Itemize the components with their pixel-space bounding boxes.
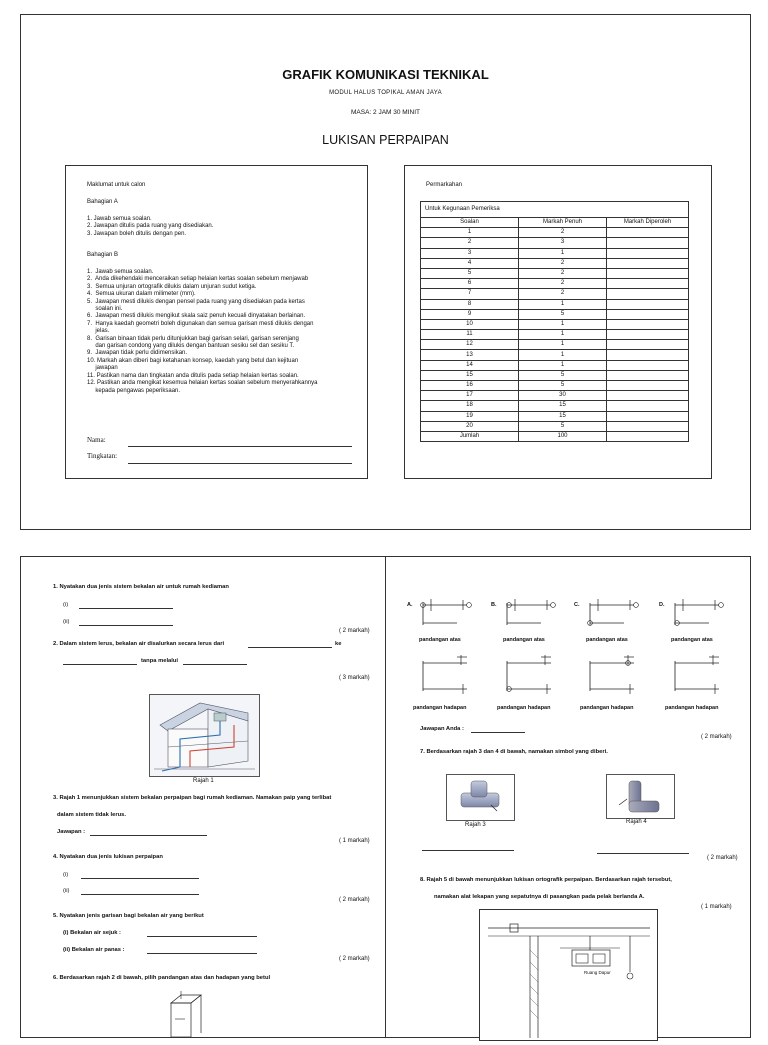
cell-question: 19 (421, 411, 519, 421)
question-4: 4. Nyatakan dua jenis lukisan perpaipan (53, 854, 163, 860)
cell-question: 8 (421, 299, 519, 309)
form-field-line[interactable] (128, 463, 352, 464)
figure-1-caption: Rajah 1 (193, 778, 214, 784)
cell-question: 6 (421, 279, 519, 289)
module-subtitle: MODUL HALUS TOPIKAL AMAN JAYA (329, 90, 442, 96)
option-label[interactable]: C. (574, 602, 580, 608)
cell-total-label: Jumlah (421, 431, 519, 441)
q5-hot-water-label: (ii) Bekalan air panas : (63, 947, 125, 953)
question-3: 3. Rajah 1 menunjukkan sistem bekalan perpaipan bagi rumah kediaman. Namakan paip yang terlibat (53, 795, 332, 801)
question-2: 2. Dalam sistem lerus, bekalan air disalurkan secara lerus dari (53, 641, 225, 647)
cell-marks-obtained[interactable] (607, 238, 689, 248)
section-b-item: 11. Pastikan nama dan tingkatan anda ditulis pada setiap helaian kertas soalan. (87, 372, 299, 379)
cell-marks-obtained[interactable] (607, 401, 689, 411)
cell-full-marks: 2 (519, 289, 607, 299)
q7-answer-4[interactable] (597, 853, 689, 854)
table-row (421, 279, 689, 289)
section-a-item: 1. Jawab semua soalan. (87, 216, 152, 222)
section-b-item: 8. Garisan binaan tidak perlu ditunjukkan bagi garisan selari, garisan serenjang (87, 335, 299, 342)
option-top-view-symbol (501, 595, 559, 629)
table-row (421, 268, 689, 278)
option-front-view-label: pandangan hadapan (665, 705, 719, 711)
table-row (421, 411, 689, 421)
section-b-item: 6. Jawapan mesti dilukis mengikut skala saiz penuh kecuali dinyatakan berlainan. (87, 313, 306, 320)
table-row (421, 299, 689, 309)
cell-question: 16 (421, 381, 519, 391)
section-b-item: 10. Markah akan diberi bagi ketahanan konsep, kaedah yang betul dan kejituan (87, 357, 299, 364)
section-b-item: kepada pengawas peperiksaan. (87, 387, 181, 394)
cell-marks-obtained[interactable] (607, 279, 689, 289)
q2-answer-without[interactable] (183, 664, 247, 665)
q4-marks: ( 2 markah) (339, 897, 370, 903)
cell-marks-obtained[interactable] (607, 330, 689, 340)
cell-total-value: 100 (519, 431, 607, 441)
cell-question: 3 (421, 248, 519, 258)
cell-full-marks: 1 (519, 330, 607, 340)
q1-answer-i[interactable] (79, 608, 173, 609)
cell-marks-obtained[interactable] (607, 421, 689, 431)
option-front-view-symbol (501, 651, 559, 695)
cell-question: 10 (421, 319, 519, 329)
figure-4-pipe-fitting (606, 774, 675, 819)
option-label[interactable]: A. (407, 602, 413, 608)
cell-full-marks: 5 (519, 370, 607, 380)
option-top-view-symbol (669, 595, 727, 629)
section-b-item: dan garisan condong yang dilukis dengan bantuan sesiku sel dan sesiku T. (87, 343, 295, 350)
table-header-row (421, 218, 689, 228)
cell-question: 9 (421, 309, 519, 319)
figure-3-caption: Rajah 3 (465, 822, 486, 828)
cell-question: 7 (421, 289, 519, 299)
cell-marks-obtained[interactable] (607, 299, 689, 309)
table-row (421, 340, 689, 350)
header-marks-obtained: Markah Diperoleh (607, 218, 689, 228)
q4-answer-i[interactable] (81, 878, 199, 879)
cell-full-marks: 2 (519, 258, 607, 268)
table-row (421, 289, 689, 299)
section-b-item: 5. Jawapan mesti dilukis dengan pensel pada ruang yang disediakan pada kertas (87, 298, 305, 305)
q7-marks: ( 2 markah) (707, 855, 738, 861)
examiner-use-header: Untuk Kegunaan Pemeriksa (420, 201, 689, 217)
cell-marks-obtained[interactable] (607, 268, 689, 278)
cell-marks-obtained[interactable] (607, 340, 689, 350)
option-top-view-symbol (584, 595, 642, 629)
option-top-view-label: pandangan atas (419, 637, 461, 643)
question-5: 5. Nyatakan jenis garisan bagi bekalan air yang berikut (53, 913, 204, 919)
q2-to-label: ke (335, 641, 342, 647)
q8-marks: ( 1 markah) (701, 904, 732, 910)
question-6: 6. Berdasarkan rajah 2 di bawah, pilih pandangan atas dan hadapan yang betul (53, 975, 271, 981)
q1-item-ii-label: (ii) (63, 619, 70, 625)
cell-question: 4 (421, 258, 519, 268)
table-row (421, 330, 689, 340)
cell-marks-obtained[interactable] (607, 289, 689, 299)
cell-full-marks: 15 (519, 401, 607, 411)
column-divider (385, 557, 386, 1037)
cell-full-marks: 15 (519, 411, 607, 421)
q7-answer-3[interactable] (422, 850, 514, 851)
cell-question: 1 (421, 228, 519, 238)
section-a-heading: Bahagian A (87, 199, 118, 205)
figure-3-pipe-fitting (446, 774, 515, 821)
cell-full-marks: 5 (519, 381, 607, 391)
cell-total-obtained[interactable] (607, 431, 689, 441)
figure-4-caption: Rajah 4 (626, 819, 647, 825)
figure-1-house-plumbing (149, 694, 260, 777)
total-row (421, 431, 689, 441)
cell-full-marks: 1 (519, 350, 607, 360)
topic-title: LUKISAN PERPAIPAN (322, 133, 449, 147)
table-row (421, 350, 689, 360)
cell-question: 14 (421, 360, 519, 370)
cell-question: 15 (421, 370, 519, 380)
q4-item-ii-label: (ii) (63, 888, 70, 894)
section-b-item: 12. Pastikan anda mengikat kesemua helaian kertas soalan sebelum menyerahkannya (87, 380, 318, 387)
exam-duration: MASA: 2 JAM 30 MINIT (351, 109, 420, 116)
q2-answer-from[interactable] (248, 647, 332, 648)
cell-full-marks: 1 (519, 360, 607, 370)
cell-marks-obtained[interactable] (607, 309, 689, 319)
elbow-fitting-illustration (607, 775, 674, 818)
table-row (421, 238, 689, 248)
q5-cold-water-label: (i) Bekalan air sejuk : (63, 930, 121, 936)
cell-full-marks: 5 (519, 421, 607, 431)
cell-full-marks: 30 (519, 391, 607, 401)
question-8: 8. Rajah 5 di bawah menunjukkan lukisan ortografik perpaipan. Berdasarkan rajah tersebut, (420, 877, 672, 883)
cell-marks-obtained[interactable] (607, 350, 689, 360)
table-row (421, 421, 689, 431)
tee-fitting-illustration (447, 775, 514, 820)
section-a-item: 2. Jawapan ditulis pada ruang yang disediakan. (87, 223, 214, 230)
cell-question: 12 (421, 340, 519, 350)
q2-answer-to[interactable] (63, 664, 137, 665)
table-row (421, 309, 689, 319)
q6-answer-label: Jawapan Anda : (420, 726, 464, 732)
piping-orthographic-drawing (480, 910, 657, 1040)
cell-full-marks: 2 (519, 268, 607, 278)
option-front-view-symbol (417, 651, 475, 695)
cell-full-marks: 1 (519, 299, 607, 309)
cell-marks-obtained[interactable] (607, 319, 689, 329)
name-label: Nama: (87, 436, 106, 444)
section-a-item: 3. Jawapan boleh ditulis dengan pen. (87, 230, 187, 237)
table-row (421, 391, 689, 401)
section-b-item: 9. Jawapan tidak perlu didimensikan. (87, 350, 188, 357)
cell-question: 18 (421, 401, 519, 411)
question-7: 7. Berdasarkan rajah 3 dan 4 di bawah, namakan simbol yang diberi. (420, 749, 608, 755)
cell-full-marks: 1 (519, 340, 607, 350)
questions-page (20, 556, 751, 1038)
figure-2-pipe-box (167, 989, 207, 1037)
option-front-view-label: pandangan hadapan (413, 705, 467, 711)
cover-page (20, 14, 751, 530)
cell-question: 13 (421, 350, 519, 360)
candidate-info-box (65, 165, 368, 479)
cell-full-marks: 3 (519, 238, 607, 248)
table-row (421, 228, 689, 238)
q5-answer-cold[interactable] (147, 936, 257, 937)
header-question: Soalan (421, 218, 519, 228)
header-full-marks: Markah Penuh (519, 218, 607, 228)
q3-answer-line[interactable] (90, 835, 207, 836)
q3-marks: ( 1 markah) (339, 838, 370, 844)
cell-full-marks: 5 (519, 309, 607, 319)
document-title: GRAFIK KOMUNIKASI TEKNIKAL (282, 67, 489, 82)
cell-marks-obtained[interactable] (607, 391, 689, 401)
figure-5-kitchen-label: Ruang Dapur (584, 970, 611, 975)
form-label: Tingkatan: (87, 452, 118, 460)
cell-marks-obtained[interactable] (607, 228, 689, 238)
name-field-line[interactable] (128, 446, 352, 447)
cell-full-marks: 1 (519, 248, 607, 258)
table-row (421, 258, 689, 268)
table-row (421, 381, 689, 391)
section-b-item: jawapan (87, 365, 118, 372)
option-top-view-label: pandangan atas (586, 637, 628, 643)
q5-answer-hot[interactable] (147, 953, 257, 954)
cell-question: 5 (421, 268, 519, 278)
table-row (421, 248, 689, 258)
table-row (421, 360, 689, 370)
q4-item-i-label: (i) (63, 872, 69, 878)
cell-question: 17 (421, 391, 519, 401)
cell-question: 2 (421, 238, 519, 248)
q5-marks: ( 2 markah) (339, 956, 370, 962)
section-b-item: 1. Jawab semua soalan. (87, 269, 154, 275)
section-b-item: 4. Semua ukuran dalam milimeter (mm). (87, 291, 196, 298)
cell-question: 20 (421, 421, 519, 431)
q6-marks: ( 2 markah) (701, 734, 732, 740)
cell-question: 11 (421, 330, 519, 340)
section-a-list (87, 216, 362, 238)
q1-marks: ( 2 markah) (339, 628, 370, 634)
q4-answer-ii[interactable] (81, 894, 199, 895)
cell-marks-obtained[interactable] (607, 411, 689, 421)
option-top-view-label: pandangan atas (503, 637, 545, 643)
marking-box (404, 165, 712, 479)
marks-table (420, 217, 689, 442)
option-front-view-label: pandangan hadapan (580, 705, 634, 711)
cell-full-marks: 2 (519, 279, 607, 289)
section-b-item: jelas. (87, 328, 110, 335)
cell-full-marks: 2 (519, 228, 607, 238)
q2-without-label: tanpa melalui (141, 658, 179, 664)
option-top-view-label: pandangan atas (671, 637, 713, 643)
section-b-heading: Bahagian B (87, 252, 119, 258)
cell-marks-obtained[interactable] (607, 381, 689, 391)
section-b-item: 7. Hanya kaedah geometri boleh digunakan dan semua garisan mesti dilukis dengan (87, 320, 314, 327)
option-top-view-symbol (417, 595, 475, 629)
option-front-view-symbol (669, 651, 727, 695)
option-front-view-label: pandangan hadapan (497, 705, 551, 711)
info-heading: Maklumat untuk calon (87, 182, 146, 188)
q3-answer-label: Jawapan : (57, 829, 86, 835)
section-b-item: soalan ini. (87, 306, 123, 313)
marking-heading: Permarkahan (426, 182, 463, 188)
cell-full-marks: 1 (519, 319, 607, 329)
figure-5-orthographic (479, 909, 658, 1041)
table-row (421, 319, 689, 329)
cell-marks-obtained[interactable] (607, 370, 689, 380)
section-b-list (87, 269, 367, 395)
house-plumbing-illustration (150, 695, 259, 776)
question-8-cont: namakan alat lekapan yang sepatutnya di pasangkan pada pelak berlanda A. (434, 894, 645, 900)
q2-marks: ( 3 markah) (339, 675, 370, 681)
q1-item-i-label: (i) (63, 602, 69, 608)
table-row (421, 401, 689, 411)
option-front-view-symbol (584, 651, 642, 695)
q1-answer-ii[interactable] (79, 625, 173, 626)
cell-marks-obtained[interactable] (607, 258, 689, 268)
cell-marks-obtained[interactable] (607, 360, 689, 370)
option-label[interactable]: D. (659, 602, 665, 608)
table-row (421, 370, 689, 380)
q6-answer-line[interactable] (471, 732, 525, 733)
section-b-item: 2. Anda dikehendaki menceraikan setiap helaian kertas soalan sebelum menjawab (87, 276, 309, 283)
question-1: 1. Nyatakan dua jenis sistem bekalan air untuk rumah kediaman (53, 584, 229, 590)
question-3-cont: dalam sistem tidak lerus. (57, 812, 126, 818)
option-label[interactable]: B. (491, 602, 497, 608)
cell-marks-obtained[interactable] (607, 248, 689, 258)
section-b-item: 3. Semua unjuran ortografik dilukis dalam unjuran sudut ketiga. (87, 283, 257, 290)
